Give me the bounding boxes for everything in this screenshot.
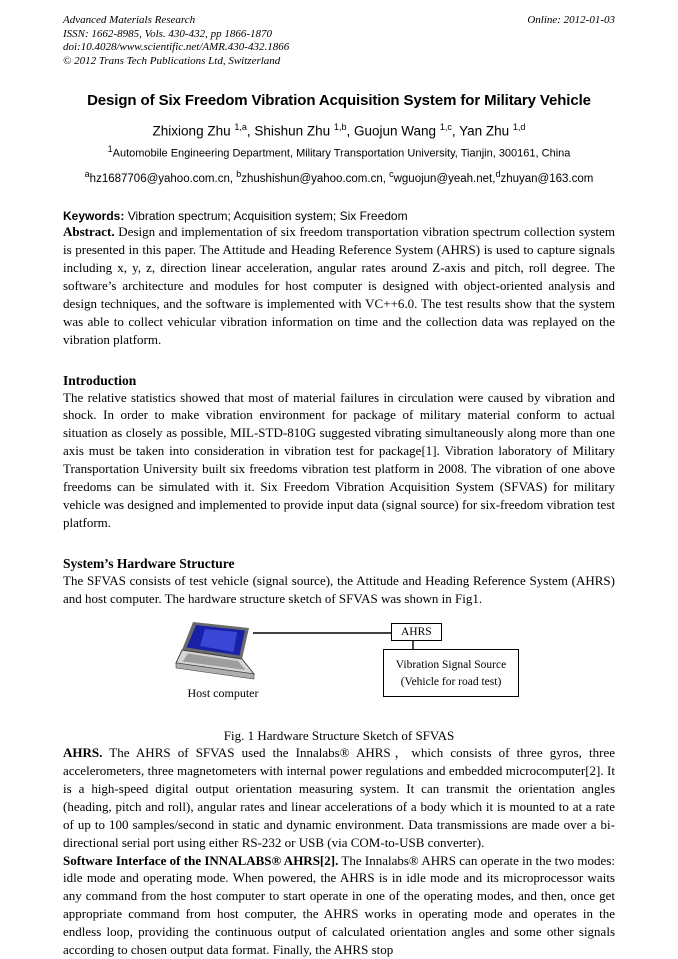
author-name: Shishun Zhu	[254, 123, 331, 139]
keywords-line	[63, 209, 615, 223]
author-superscript: 1,a	[234, 122, 247, 132]
keywords-text: Vibration spectrum; Acquisition system; Six Freedom	[124, 208, 408, 223]
emails-line: $^a$hz1687706@yahoo.com.cn, $^b$zhushishun@yahoo.com.cn, $^c$wguojun@yeah.net,$^d$zhuyan@163.com	[84, 169, 594, 185]
ahrs-box: AHRS	[391, 623, 442, 641]
laptop-illustration	[175, 622, 270, 684]
author-name: Zhixiong Zhu	[152, 123, 231, 139]
vibration-source-line2: (Vehicle for road test)	[400, 675, 502, 688]
journal-doi: doi:10.4028/www.scientific.net/AMR.430-432.1866	[63, 41, 290, 53]
ahrs-text: The AHRS of SFVAS used the Innalabs® AHRS，which consists of three gyros, three accelerometers, three magnetometers with internal power regulations and embedded microcomputer[2]. It is a high-speed digital output orientation measuring system. It can transmit the orientation angles (heading, pitch and roll), angular rates and linear accelerations of a body which it is mounted to at a rate of up to 100 samples/second in static and dynamic environment. Data transmissions are made over a bi-directional serial port using either RS-232 or USB (via COM-to-USB converter).	[63, 744, 615, 850]
software-interface-text: The Innalabs® AHRS can operate in the two modes: idle mode and operating mode. When powered, the AHRS is in idle mode and its microprocessor waits any command from the host computer to start operate in one of the operating modes, and then, once get appropriate command from host computer, the AHRS works in operating mode and operates in the endless loop, providing the continuous output of calculated orientation angles and some other signals according to chosen output data format. Finally, the AHRS stop	[63, 852, 615, 958]
journal-header	[63, 14, 615, 68]
ahrs-paragraph	[63, 744, 615, 852]
software-interface-paragraph	[63, 852, 615, 959]
email-address: hz1687706@yahoo.com.cn,	[89, 172, 237, 185]
author-superscript: 1,d	[512, 122, 526, 132]
abstract-text: Design and implementation of six freedom transportation vibration spectrum collection system is presented in this paper. The Attitude and Heading Reference System (AHRS) is used to capture signals including x, y, z, direction linear acceleration, angular rates around Z-axis and pitch, roll degree. The software’s architecture and modules for host computer is designed with object-oriented analysis and design techniques, and the software is implemented with VC++6.0. The test results show that the system was able to collect vehicular vibration information on time and the collection data was replayed on the vibration platform.	[63, 223, 615, 347]
journal-info	[63, 14, 289, 68]
ahrs-label: AHRS.	[63, 744, 103, 760]
author-name: Guojun Wang	[354, 123, 437, 139]
figure-1	[63, 620, 615, 722]
author-name: Yan Zhu	[459, 123, 510, 139]
section-heading-introduction: Introduction	[63, 372, 137, 388]
email-address: wguojun@yeah.net,	[393, 172, 496, 185]
introduction-body: The relative statistics showed that most of material failures in circulation were caused by vibration and shock. In order to make vibration environment for package of military material conform to actual situation as closely as possible, MIL-STD-810G suggested vibrating simultaneously along more than one axis must be taken into consideration in vibration test for package[1]. Vibration laboratory of Military Transportation University built six freedoms vibration test platform in 2008. The vibration of one above freedoms can be simulated with it. Six Freedom Vibration Acquisition System (SFVAS) for military vehicle was designed and implemented to provide input data (signal source) for six-freedom vibration test platform.	[63, 389, 615, 531]
journal-name: Advanced Materials Research	[63, 14, 196, 26]
host-computer-label: Host computer	[187, 685, 259, 700]
email-address: zhuyan@163.com	[500, 172, 594, 185]
abstract-label: Abstract.	[63, 223, 115, 239]
figure-caption: Fig. 1 Hardware Structure Sketch of SFVAS	[223, 727, 455, 743]
keywords-label: Keywords:	[63, 208, 125, 223]
online-date: Online: 2012-01-03	[527, 14, 615, 26]
author-superscript: 1,b	[333, 122, 347, 132]
vibration-source-line1: Vibration Signal Source	[395, 658, 507, 671]
author-superscript: 1,c	[439, 122, 452, 132]
journal-copyright: © 2012 Trans Tech Publications Ltd, Switzerland	[63, 54, 281, 67]
affiliation: $^1$Automobile Engineering Department, Military Transportation University, Tianjin, 300161, China	[107, 143, 571, 160]
vibration-source-box	[383, 649, 519, 697]
paper-title: Design of Six Freedom Vibration Acquisition System for Military Vehicle	[87, 92, 591, 109]
connector-lines	[63, 620, 615, 722]
abstract-paragraph	[63, 223, 615, 349]
software-interface-label: Software Interface of the INNALABS® AHRS[2].	[63, 852, 339, 868]
authors-line: Zhixiong Zhu $^{1,a}$, Shishun Zhu $^{1,b}$, Guojun Wang $^{1,c}$, Yan Zhu $^{1,d}$	[152, 122, 526, 139]
email-address: zhushishun@yahoo.com.cn,	[241, 172, 390, 185]
section-heading-hardware: System’s Hardware Structure	[63, 556, 235, 572]
journal-issn: ISSN: 1662-8985, Vols. 430-432, pp 1866-1870	[63, 27, 272, 40]
hardware-body: The SFVAS consists of test vehicle (signal source), the Attitude and Heading Reference System (AHRS) and host computer. The hardware structure sketch of SFVAS was shown in Fig1.	[63, 573, 615, 606]
